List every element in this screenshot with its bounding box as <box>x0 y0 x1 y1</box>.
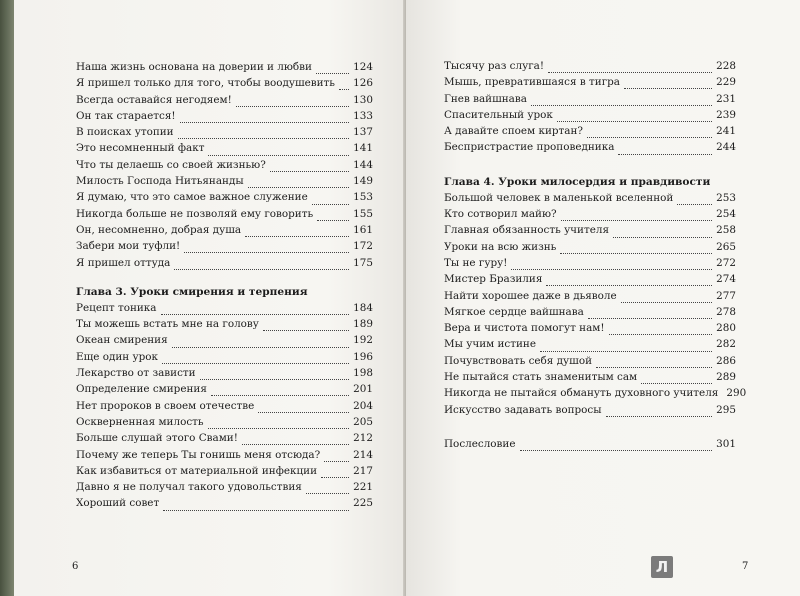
toc-entry-title: Найти хорошее даже в дьяволе <box>444 289 617 302</box>
left-page <box>14 0 406 596</box>
toc-entry-page: 286 <box>716 354 736 367</box>
toc-entry-title: Не пытайся стать знаменитым сам <box>444 371 638 384</box>
toc-entry-page: 189 <box>353 318 373 331</box>
toc-entry-title: А давайте споем киртан? <box>444 125 583 138</box>
toc-entry-title: Лекарство от зависти <box>76 367 196 380</box>
toc-entry-title: Мягкое сердце вайшнава <box>444 305 584 318</box>
toc-entry-page: 192 <box>353 334 373 347</box>
dot-leader <box>161 305 350 315</box>
dot-leader <box>208 146 349 156</box>
page-edge-shadow <box>0 0 14 596</box>
toc-entry <box>76 480 373 496</box>
toc-entry-title: В поисках утопии <box>76 126 174 139</box>
toc-entry <box>76 464 373 480</box>
dot-leader <box>248 178 350 188</box>
toc-entry-page: 221 <box>353 481 373 494</box>
toc-entry <box>444 272 736 288</box>
toc-entry-page: 124 <box>353 61 373 73</box>
toc-entry-title: Всегда оставайся негодяем! <box>76 93 232 106</box>
toc-entry-page: 272 <box>716 256 736 269</box>
toc-entry-page: 172 <box>353 240 373 253</box>
dot-leader <box>163 501 349 511</box>
dot-leader <box>520 441 713 451</box>
toc-entry-title: Как избавиться от материальной инфекции <box>76 464 318 477</box>
dot-leader <box>184 243 349 253</box>
toc-entry <box>76 125 373 141</box>
toc-entry-page: 144 <box>353 158 373 171</box>
toc-left <box>76 60 373 513</box>
toc-entry-title: Давно я не получал такого удовольствия <box>76 481 302 494</box>
toc-entry-page: 254 <box>716 208 736 221</box>
toc-entry-title: Я пришел только для того, чтобы воодушевить <box>76 77 335 90</box>
dot-leader <box>172 338 350 348</box>
dot-leader <box>624 79 712 89</box>
toc-entry-page: 196 <box>353 350 373 363</box>
dot-leader <box>546 276 712 286</box>
toc-entry-page: 137 <box>353 126 373 139</box>
dot-leader <box>587 128 712 138</box>
page-number-right: 7 <box>742 561 749 572</box>
toc-entry <box>76 207 373 223</box>
toc-entry <box>444 108 736 124</box>
toc-entry-title: Нет пророков в своем отечестве <box>76 399 255 412</box>
toc-group-left-a <box>76 60 373 272</box>
toc-entry-page: 290 <box>726 387 747 400</box>
toc-entry-page: 274 <box>716 273 736 286</box>
toc-entry-title: Почему же теперь Ты гонишь меня отсюда? <box>76 448 321 461</box>
toc-entry <box>76 350 373 366</box>
toc-entry <box>76 448 373 464</box>
dot-leader <box>606 407 713 417</box>
toc-entry <box>76 382 373 398</box>
toc-entry-page: 280 <box>716 322 736 335</box>
toc-entry-page: 130 <box>353 93 373 106</box>
toc-entry <box>444 386 747 402</box>
toc-entry-title: Определение смирения <box>76 383 207 396</box>
toc-entry-title: Что ты делаешь со своей жизнью? <box>76 158 266 171</box>
toc-entry-page: 244 <box>716 141 736 154</box>
dot-leader <box>339 80 349 90</box>
dot-leader <box>258 403 349 413</box>
toc-entry-page: 184 <box>353 301 373 314</box>
toc-entry-page: 155 <box>353 207 373 220</box>
toc-entry <box>444 354 736 370</box>
toc-entry <box>444 207 736 223</box>
dot-leader <box>548 63 712 73</box>
toc-entry <box>444 289 736 305</box>
dot-leader <box>677 195 712 205</box>
toc-entry-page: 277 <box>716 289 736 302</box>
dot-leader <box>180 113 350 123</box>
dot-leader <box>317 211 349 221</box>
dot-leader <box>178 129 350 139</box>
toc-entry <box>76 190 373 206</box>
toc-entry <box>444 223 736 239</box>
toc-entry-title: Тысячу раз слуга! <box>444 60 545 72</box>
dot-leader <box>596 358 712 368</box>
toc-entry <box>76 431 373 447</box>
dot-leader <box>621 293 712 303</box>
toc-entry-page: 149 <box>353 175 373 188</box>
toc-entry <box>444 124 736 140</box>
dot-leader <box>211 386 349 396</box>
toc-entry <box>76 415 373 431</box>
toc-group-left-b <box>76 301 373 513</box>
toc-entry-title: Еще один урок <box>76 350 159 363</box>
toc-entry-page: 175 <box>353 256 373 269</box>
page-number-left: 6 <box>72 561 79 572</box>
dot-leader <box>263 321 349 331</box>
toc-group-right-b <box>444 191 747 419</box>
toc-entry-page: 212 <box>353 432 373 445</box>
toc-entry <box>76 223 373 239</box>
dot-leader <box>270 162 349 172</box>
toc-entry-title: Мы учим истине <box>444 338 536 351</box>
toc-entry-page: 126 <box>353 77 373 90</box>
toc-entry-title: Мышь, превратившаяся в тигра <box>444 76 620 89</box>
toc-entry <box>76 239 373 255</box>
toc-entry-afterword <box>444 437 736 453</box>
toc-entry <box>444 59 736 75</box>
dot-leader <box>641 374 712 384</box>
dot-leader <box>312 195 349 205</box>
toc-entry-page: 228 <box>716 60 736 72</box>
toc-entry-title: Никогда не пытайся обмануть духовного учителя <box>444 387 719 400</box>
toc-entry-title: Милость Господа Нитьянанды <box>76 175 244 188</box>
toc-entry-title: Спасительный урок <box>444 108 553 121</box>
toc-entry-title: Мистер Бразилия <box>444 273 543 286</box>
dot-leader <box>208 419 350 429</box>
toc-entry <box>76 109 373 125</box>
toc-entry-page: 201 <box>353 383 373 396</box>
toc-entry-page: 217 <box>353 464 373 477</box>
toc-entry-title: Вера и чистота помогут нам! <box>444 322 605 335</box>
dot-leader <box>560 244 712 254</box>
dot-leader <box>200 370 350 380</box>
toc-entry-title: Хороший совет <box>76 497 160 510</box>
toc-entry <box>444 240 736 256</box>
toc-entry-title: Кто сотворил майю? <box>444 208 557 221</box>
toc-entry-title: Больше слушай этого Свами! <box>76 432 238 445</box>
toc-entry-title: Океан смирения <box>76 334 168 347</box>
toc-entry-page: 301 <box>716 437 736 450</box>
dot-leader <box>618 145 712 155</box>
dot-leader <box>162 354 349 364</box>
toc-entry-title: Послесловие <box>444 437 516 450</box>
dot-leader <box>609 325 713 335</box>
toc-entry-page: 289 <box>716 371 736 384</box>
toc-group-right-a <box>444 59 736 157</box>
toc-entry-title: Забери мои туфли! <box>76 240 181 253</box>
toc-entry-page: 282 <box>716 338 736 351</box>
watermark-logo: Л <box>651 556 673 578</box>
toc-entry <box>444 403 736 419</box>
toc-entry-page: 153 <box>353 191 373 204</box>
toc-entry-title: Большой человек в маленькой вселенной <box>444 191 674 204</box>
toc-entry <box>444 321 736 337</box>
toc-entry-page: 198 <box>353 367 373 380</box>
toc-entry-title: Он так старается! <box>76 109 176 122</box>
toc-entry-page: 141 <box>353 142 373 155</box>
toc-entry-page: 258 <box>716 224 736 237</box>
toc-entry-title: Я думаю, что это самое важное служение <box>76 191 308 204</box>
dot-leader <box>316 64 349 74</box>
toc-entry <box>76 496 373 512</box>
toc-entry-title: Оскверненная милость <box>76 415 204 428</box>
toc-right <box>444 59 747 453</box>
dot-leader <box>511 260 712 270</box>
chapter-3-heading: Глава 3. Уроки смирения и терпения <box>76 285 308 298</box>
toc-entry-page: 239 <box>716 108 736 121</box>
toc-entry <box>444 140 736 156</box>
toc-entry-title: Уроки на всю жизнь <box>444 240 557 253</box>
toc-entry-title: Это несомненный факт <box>76 142 205 155</box>
toc-entry-page: 265 <box>716 240 736 253</box>
chapter-4-heading: Глава 4. Уроки милосердия и правдивости <box>444 175 711 188</box>
dot-leader <box>242 435 349 445</box>
dot-leader <box>613 228 712 238</box>
toc-entry-title: Я пришел оттуда <box>76 256 171 269</box>
toc-entry-title: Наша жизнь основана на доверии и любви <box>76 61 312 73</box>
toc-entry-title: Почувствовать себя душой <box>444 354 593 367</box>
toc-entry <box>76 333 373 349</box>
toc-entry <box>76 366 373 382</box>
toc-entry-page: 253 <box>716 191 736 204</box>
toc-entry <box>444 305 736 321</box>
dot-leader <box>245 227 349 237</box>
dot-leader <box>324 452 349 462</box>
toc-entry <box>76 141 373 157</box>
dot-leader <box>557 112 712 122</box>
dot-leader <box>531 96 712 106</box>
toc-entry <box>444 92 736 108</box>
toc-entry-title: Ты не гуру! <box>444 256 508 269</box>
toc-entry <box>76 399 373 415</box>
toc-entry-page: 278 <box>716 305 736 318</box>
toc-entry-title: Никогда больше не позволяй ему говорить <box>76 207 314 220</box>
toc-entry-page: 204 <box>353 399 373 412</box>
toc-entry-page: 225 <box>353 497 373 510</box>
toc-entry <box>444 370 736 386</box>
toc-entry-title: Ты можешь встать мне на голову <box>76 318 259 331</box>
toc-entry-page: 241 <box>716 125 736 138</box>
dot-leader <box>306 484 349 494</box>
toc-entry <box>76 256 373 272</box>
toc-entry <box>444 191 736 207</box>
toc-entry-title: Главная обязанность учителя <box>444 224 610 237</box>
toc-entry-page: 161 <box>353 223 373 236</box>
toc-entry <box>76 317 373 333</box>
toc-entry <box>444 256 736 272</box>
toc-entry-page: 205 <box>353 415 373 428</box>
toc-entry-title: Рецепт тоника <box>76 301 157 314</box>
toc-entry-title: Гнев вайшнава <box>444 92 527 105</box>
dot-leader <box>561 211 713 221</box>
right-page <box>406 0 800 596</box>
toc-entry <box>76 76 373 92</box>
toc-entry <box>76 93 373 109</box>
toc-entry <box>76 174 373 190</box>
dot-leader <box>540 342 712 352</box>
toc-entry-page: 295 <box>716 403 736 416</box>
toc-entry <box>76 158 373 174</box>
toc-entry-title: Искусство задавать вопросы <box>444 403 602 416</box>
dot-leader <box>236 97 349 107</box>
dot-leader <box>174 260 349 270</box>
toc-entry-title: Беспристрастие проповедника <box>444 141 615 154</box>
toc-entry <box>444 337 736 353</box>
toc-entry <box>444 75 736 91</box>
dot-leader <box>588 309 712 319</box>
toc-entry-page: 229 <box>716 76 736 89</box>
toc-entry-page: 214 <box>353 448 373 461</box>
toc-entry <box>76 60 373 76</box>
toc-entry-title: Он, несомненно, добрая душа <box>76 223 242 236</box>
dot-leader <box>321 468 349 478</box>
toc-entry-page: 133 <box>353 109 373 122</box>
toc-entry-page: 231 <box>716 92 736 105</box>
toc-entry <box>76 301 373 317</box>
